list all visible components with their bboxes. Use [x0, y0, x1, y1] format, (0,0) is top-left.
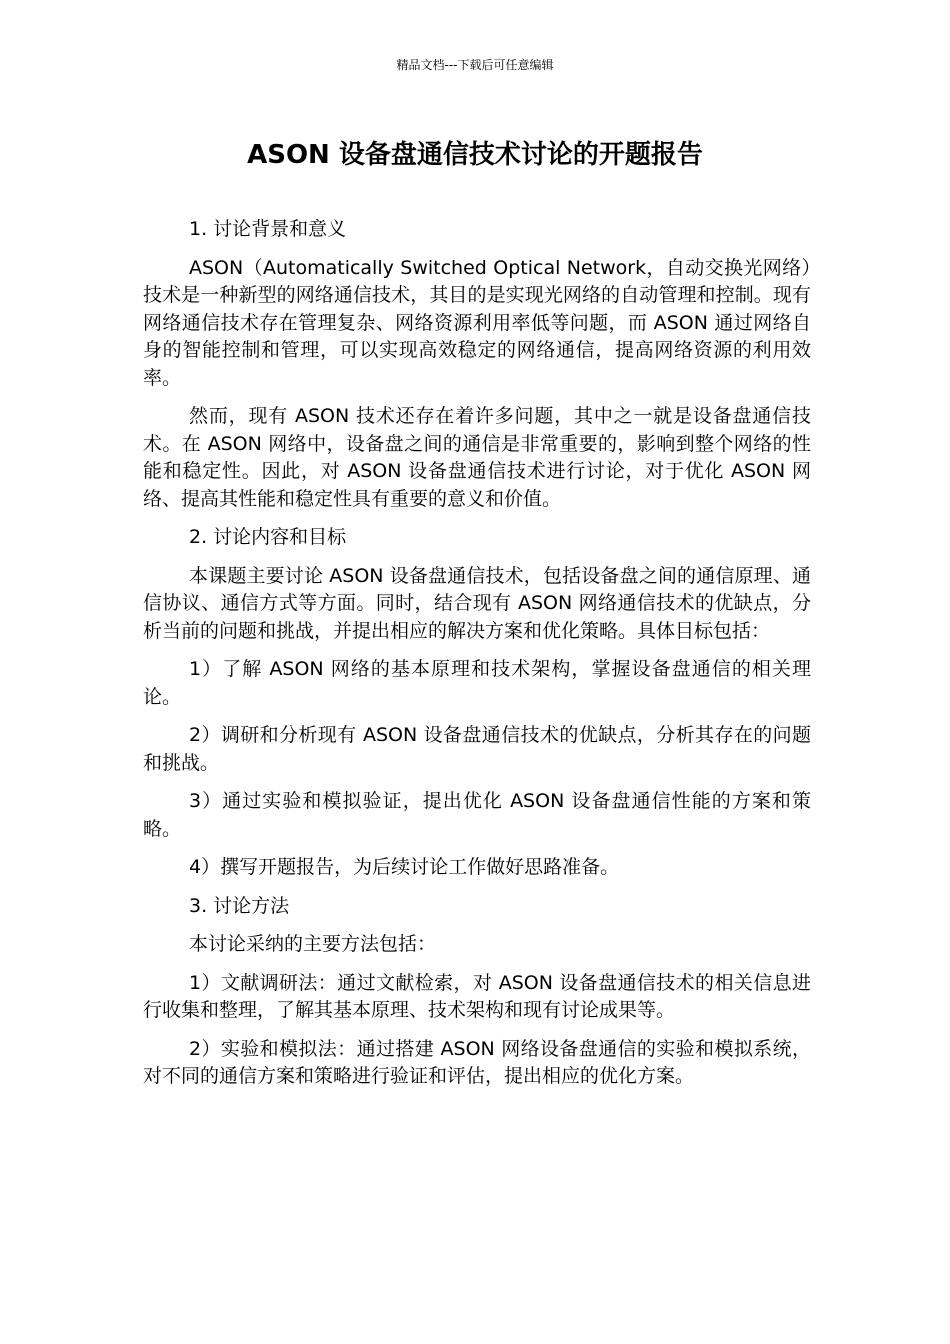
document-body — [143, 216, 811, 1102]
paragraph-content-overview: 本课题主要讨论 ASON 设备盘通信技术，包括设备盘之间的通信原理、通信协议、通信方式等方面。同时，结合现有 ASON 网络通信技术的优缺点，分析当前的问题和挑战，并提出相应的解决方案和优化策略。具体目标包括： — [143, 564, 811, 642]
goal-item-1: 1）了解 ASON 网络的基本原理和技术架构，掌握设备盘通信的相关理论。 — [143, 658, 811, 708]
goal-item-3: 3）通过实验和模拟验证，提出优化 ASON 设备盘通信性能的方案和策略。 — [143, 790, 811, 840]
goal-item-4: 4）撰写开题报告，为后续讨论工作做好思路准备。 — [189, 856, 620, 878]
paragraph-ason-intro: ASON（Automatically Switched Optical Network，自动交换光网络）技术是一种新型的网络通信技术，其目的是实现光网络的自动管理和控制。现有网络通信技术存在管理复杂、网络资源利用率低等问题，而 ASON 通过网络自身的智能控制和管理，可以实现高效稳定的网络通信，提高网络资源的利用效率。 — [143, 256, 811, 389]
paragraph-ason-problems: 然而，现有 ASON 技术还存在着许多问题，其中之一就是设备盘通信技术。在 ASON 网络中，设备盘之间的通信是非常重要的，影响到整个网络的性能和稳定性。因此，对 ASON 设备盘通信技术进行讨论，对于优化 ASON 网络、提高其性能和稳定性具有重要的意义和价值。 — [143, 405, 811, 510]
section-heading-content-goals: 2. 讨论内容和目标 — [189, 526, 347, 548]
method-item-2: 2）实验和模拟法：通过搭建 ASON 网络设备盘通信的实验和模拟系统，对不同的通信方案和策略进行验证和评估，提出相应的优化方案。 — [143, 1037, 811, 1087]
header-note: 精品文档---下载后可任意编辑 — [396, 58, 554, 72]
document-title: ASON 设备盘通信技术讨论的开题报告 — [247, 140, 703, 170]
section-heading-methods: 3. 讨论方法 — [189, 894, 290, 917]
method-item-1: 1）文献调研法：通过文献检索，对 ASON 设备盘通信技术的相关信息进行收集和整理，了解其基本原理、技术架构和现有讨论成果等。 — [143, 971, 811, 1021]
paragraph-methods-intro: 本讨论采纳的主要方法包括： — [189, 933, 437, 955]
section-heading-background: 1. 讨论背景和意义 — [189, 218, 347, 240]
goal-item-2: 2）调研和分析现有 ASON 设备盘通信技术的优缺点，分析其存在的问题和挑战。 — [143, 724, 811, 774]
